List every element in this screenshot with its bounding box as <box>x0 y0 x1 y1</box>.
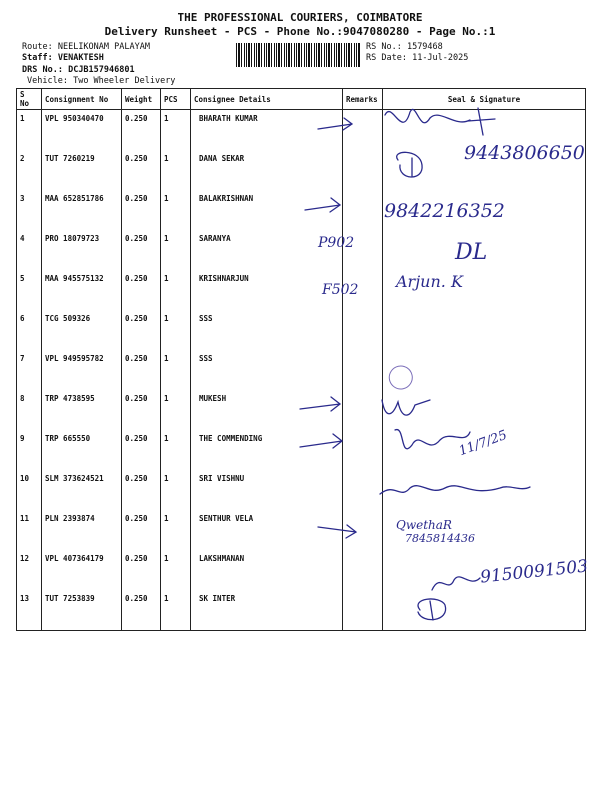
drs-line: DRS No.: DCJB157946801 <box>22 65 135 75</box>
cell-pcs: 1 <box>161 590 191 631</box>
cell-sno: 10 <box>17 470 42 510</box>
handwritten-name-row5: Arjun. K <box>396 272 463 291</box>
cell-sno: 9 <box>17 430 42 470</box>
cell-weight: 0.250 <box>122 350 161 390</box>
cell-weight: 0.250 <box>122 470 161 510</box>
cell-consignee: KRISHNARJUN <box>191 270 343 310</box>
cell-pcs: 1 <box>161 470 191 510</box>
cell-consignee: SK INTER <box>191 590 343 631</box>
cell-sno: 4 <box>17 230 42 270</box>
cell-consignee: LAKSHMANAN <box>191 550 343 590</box>
staff-value: VENAKTESH <box>57 53 104 63</box>
route-value: NEELIKONAM PALAYAM <box>57 42 150 52</box>
cell-consignment: VPL 949595782 <box>42 350 122 390</box>
cell-weight: 0.250 <box>122 310 161 350</box>
cell-pcs: 1 <box>161 430 191 470</box>
cell-weight: 0.250 <box>122 230 161 270</box>
cell-sno: 5 <box>17 270 42 310</box>
cell-pcs: 1 <box>161 270 191 310</box>
col-pcs: PCS <box>161 89 191 110</box>
vehicle-line: Vehicle: Two Wheeler Delivery <box>27 76 176 86</box>
arrow-row1 <box>318 118 352 130</box>
route-line: Route: NEELIKONAM PALAYAM <box>22 42 150 52</box>
col-weight: Weight <box>122 89 161 110</box>
col-consignment: Consignment No <box>42 89 122 110</box>
col-consignee: Consignee Details <box>191 89 343 110</box>
cell-weight: 0.250 <box>122 430 161 470</box>
rs-date-line: RS Date: 11-Jul-2025 <box>366 53 469 63</box>
cell-consignee: SSS <box>191 350 343 390</box>
cell-pcs: 1 <box>161 350 191 390</box>
rs-date-value: 11-Jul-2025 <box>412 53 469 63</box>
cell-consignment: VPL 950340470 <box>42 110 122 151</box>
cell-weight: 0.250 <box>122 110 161 151</box>
cell-consignment: SLM 373624521 <box>42 470 122 510</box>
cell-consignment: PLN 2393874 <box>42 510 122 550</box>
handwritten-phone-row2: 9443806650 <box>464 142 585 164</box>
cell-consignee: BHARATH KUMAR <box>191 110 343 151</box>
cell-consignment: VPL 407364179 <box>42 550 122 590</box>
cell-pcs: 1 <box>161 230 191 270</box>
stamp-ring <box>387 363 415 391</box>
cell-consignee: SARANYA <box>191 230 343 270</box>
cell-sno: 3 <box>17 190 42 230</box>
handwritten-remark-row4: P902 <box>318 235 355 251</box>
cell-pcs: 1 <box>161 390 191 430</box>
cell-consignment: PRO 18079723 <box>42 230 122 270</box>
signature-row12 <box>432 577 480 590</box>
cell-consignment: MAA 945575132 <box>42 270 122 310</box>
cell-consignment: MAA 652851786 <box>42 190 122 230</box>
cell-sno: 6 <box>17 310 42 350</box>
arrow-row8 <box>300 397 340 411</box>
cell-consignee: SSS <box>191 310 343 350</box>
cell-weight: 0.250 <box>122 190 161 230</box>
cell-consignee: DANA SEKAR <box>191 150 343 190</box>
handwritten-phone-row11: 7845814436 <box>405 532 475 545</box>
cell-sno: 2 <box>17 150 42 190</box>
handwritten-date-row9: 11/7/25 <box>456 427 510 460</box>
drs-value: DCJB157946801 <box>68 65 135 75</box>
handwritten-phone-row12: 9150091503 <box>479 556 589 588</box>
circle-row13 <box>418 599 446 620</box>
cell-consignee: BALAKRISHNAN <box>191 190 343 230</box>
cell-pcs: 1 <box>161 550 191 590</box>
vehicle-value: Two Wheeler Delivery <box>73 76 176 86</box>
arrow-row11 <box>318 525 356 538</box>
cell-sno: 12 <box>17 550 42 590</box>
cell-sno: 8 <box>17 390 42 430</box>
cell-consignment: TRP 665550 <box>42 430 122 470</box>
cell-sno: 11 <box>17 510 42 550</box>
col-sno: S No <box>17 89 42 110</box>
cell-weight: 0.250 <box>122 270 161 310</box>
cell-consignment: TCG 509326 <box>42 310 122 350</box>
cell-consignee: THE COMMENDING <box>191 430 343 470</box>
cell-pcs: 1 <box>161 310 191 350</box>
rs-no-line: RS No.: 1579468 <box>366 42 443 52</box>
cell-consignee: MUKESH <box>191 390 343 430</box>
col-remarks: Remarks <box>343 89 383 110</box>
handwritten-remark-row5: F502 <box>322 282 359 298</box>
cell-pcs: 1 <box>161 510 191 550</box>
cell-consignment: TUT 7253839 <box>42 590 122 631</box>
cell-consignment: TUT 7260219 <box>42 150 122 190</box>
arrow-row3 <box>305 198 340 212</box>
signature-row10 <box>380 486 530 494</box>
signature-row1 <box>385 108 495 135</box>
cell-weight: 0.250 <box>122 390 161 430</box>
runsheet-title: Delivery Runsheet - PCS - Phone No.:9047080280 - Page No.:1 <box>104 25 496 38</box>
cell-pcs: 1 <box>161 150 191 190</box>
arrow-row9 <box>300 434 342 448</box>
cell-weight: 0.250 <box>122 510 161 550</box>
cell-weight: 0.250 <box>122 550 161 590</box>
circle-row2 <box>397 152 422 177</box>
handwritten-initials-row5: DL <box>455 240 488 265</box>
cell-sno: 1 <box>17 110 42 151</box>
cell-weight: 0.250 <box>122 590 161 631</box>
handwritten-name-row11: QwethaR <box>396 518 452 532</box>
col-seal-signature: Seal & Signature <box>383 89 586 110</box>
staff-line: Staff: VENAKTESH <box>22 53 104 63</box>
cell-consignment: TRP 4738595 <box>42 390 122 430</box>
cell-sno: 13 <box>17 590 42 631</box>
cell-sno: 7 <box>17 350 42 390</box>
cell-weight: 0.250 <box>122 150 161 190</box>
cell-consignee: SRI VISHNU <box>191 470 343 510</box>
cell-pcs: 1 <box>161 110 191 151</box>
rs-no-value: 1579468 <box>406 42 443 52</box>
cell-pcs: 1 <box>161 190 191 230</box>
company-title: THE PROFESSIONAL COURIERS, COIMBATORE <box>177 11 423 24</box>
handwritten-phone-row3: 9842216352 <box>384 200 505 222</box>
cell-consignee: SENTHUR VELA <box>191 510 343 550</box>
